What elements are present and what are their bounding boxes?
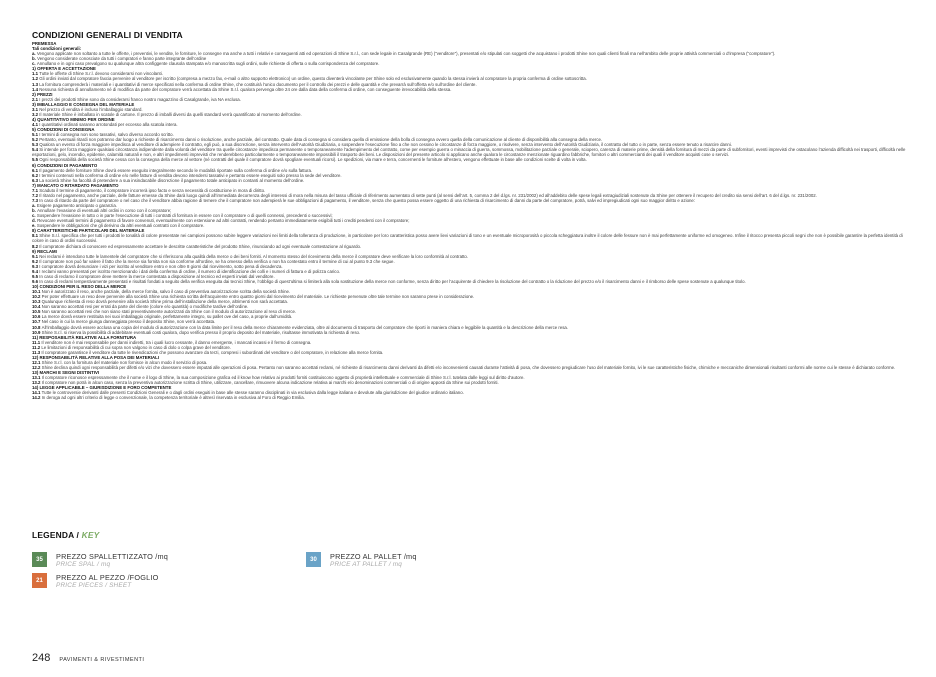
clause-text: Esigere pagamento anticipato o garanzia. xyxy=(36,203,118,208)
clause-text: Il compratore dichiara di conoscere ed espressamente accettare le descritte caratteristiche del prodotto Shine, rinunciando ad ogni eventuale contestazione al riguardo. xyxy=(39,243,362,249)
price-badge-green: 35 xyxy=(32,552,47,567)
clause-number: 9.2 xyxy=(32,258,40,264)
clause-text: Shine S.r.l. con la fornitura del materiale non fornisce in alcun modo il servizio di posa. xyxy=(41,359,208,365)
clause-number: 6.2 xyxy=(32,172,40,178)
clause-number: 8.2 xyxy=(32,243,40,249)
clause-number: 5.3 xyxy=(32,142,40,148)
clause-text: Ogni responsabilità della società Shine cessa con la consegna della merce al vettore (né contratti del quale il compratore dovrà spogliare eventuali ricorsi). Le spedizioni, via mare e terra, concernenti le forniture all’estero, vengono effettuate in base alle condizioni scelte di volta in volta. xyxy=(39,157,587,163)
legend-item-pezzo xyxy=(32,573,158,590)
clause-number: 3.1 xyxy=(32,106,40,112)
clause-number: 14.2 xyxy=(32,395,42,401)
clause-number: 12.2 xyxy=(32,365,42,370)
clause-text: Non è autorizzato il reso, anche parziale, della merce fornita, salvo il caso di preventiva autorizzazione scritta della società Shine. xyxy=(41,289,291,295)
clause-text: Non saranno accettati resi che non siano stati preventivamente autorizzati da Shine con il modulo di autorizzazione al reso di merce. xyxy=(41,309,297,315)
clause-text: Tutte le controversie derivanti dalle presenti Condizioni Generali e o dagli ordini eseguiti in base alle stesse saranno disciplinati in via esclusiva dalla legge italiana e devolute alla giurisdizione del giudice ordinario italiano. xyxy=(41,390,464,396)
clause-text: I compratore dovrà denunciare i vizi per iscritto al venditore entro e non oltre 8 giorni dal ricevimento, sotto pena di decadenza. xyxy=(39,263,283,269)
section-heading: 9) RECLAMI xyxy=(32,248,57,254)
section-heading: 10) CONDIZIONI PER IL RESO DELLA MERCE xyxy=(32,284,127,289)
clause-text: Il compratore riconosce espressamente che il nome e il logo di Shine, la sua composizione grafica ed il know how relativo ai prodotti forniti costituiscono oggetto di proprietà intellettuale e commerciale di Shine S.r.l. tutelata dalle leggi sul diritto d’autore. xyxy=(41,375,525,381)
clause-text: Il venditore non è mai responsabile per danni indiretti, tra i quali lucro cessante, il danno emergente, i mancati incassi e il fermo di consegna. xyxy=(41,339,312,345)
footer-section: PAVIMENTI & RIVESTIMENTI xyxy=(59,657,145,663)
clause-number: 10.4 xyxy=(32,304,42,310)
clause-number: 11.3 xyxy=(32,349,42,355)
section-heading: 8) CARATTERISTICHE PARTICOLARI DEL MATERIALE xyxy=(32,228,145,234)
clause-text: In caso di ritardo da parte del compratore o nel caso che il venditore abbia ragione di temere che il compratore non adempierà le sue obbligazioni di pagamento, il venditore, senza che questo possa essere oggetto di una richiesta di risarcimento di danni da parte del compratore, potrà, salvi ed impregiudicati ogni suo maggior diritto e azione: xyxy=(39,197,696,203)
clause-number: 10.3 xyxy=(32,299,42,305)
clause-number: 11.1 xyxy=(32,339,42,345)
clause-number: 9.1 xyxy=(32,253,40,259)
legend-label-en: PRICE PIECES / SHEET xyxy=(56,582,132,589)
clause-text: La fornitura comprenderà i materiali e i quantitativi di merce specificati nella conferma di ordine Shine, che costituirà l’unico documento per il controllo dei prezzi e delle quantità e che prevarrà sull’offerta e/o sull’ordine del cliente. xyxy=(39,81,477,87)
terms-body xyxy=(32,41,912,400)
clause-text: I termini di consegna non sono tassativi, salvo diverso accordo scritto. xyxy=(39,132,174,138)
clause-number: a. xyxy=(32,51,37,57)
clause-text: Vengono considerate conosciute da tutti i compratori e fanno parte integrante dell’ordine xyxy=(37,56,207,62)
clause-text: Qualunque richiesta di reso dovrà pervenire alla società Shine prima dell’installazione della merce, altrimenti non sarà accettata. xyxy=(41,299,288,305)
page-number: 248 xyxy=(32,652,51,664)
clause xyxy=(32,147,912,157)
clause-text: Il pagamento delle forniture Shine dovrà essere eseguito integralmente secondo le modalità riportate sulla conferma di ordine e/o sulla fattura. xyxy=(39,167,313,173)
clause-number: 10.7 xyxy=(32,319,42,325)
clause-text: Il compratore garantisce il venditore da tutte le rivendicazioni che possono avanzare da terzi, compresi i subordinati del venditore o del compratore, in relazione alla merce fornita. xyxy=(41,349,384,355)
clause-text: Le limitazioni di responsabilità di cui sopra non valgono in caso di dolo o colpa grave del venditore. xyxy=(41,344,231,350)
clause-text: Nel prezzo di vendita è incluso l’imballaggio standard. xyxy=(39,106,143,112)
clause-text: In deroga ad ogni altri criterio di legge o convenzionale, la competenza territoriale è altresì riservata in esclusiva al Foro di Reggio Emilia. xyxy=(41,395,305,401)
clause-number: 5.2 xyxy=(32,137,40,143)
clause-number: 13.1 xyxy=(32,375,42,381)
clause-number: a. xyxy=(32,203,37,208)
clause-number: 10.1 xyxy=(32,289,42,295)
clause-number: 1.3 xyxy=(32,81,40,87)
section-heading: 4) QUANTITATIVO MINIMO PER ORDINE xyxy=(32,116,115,122)
section-heading: 11) RESPOSABILITÀ RELATIVE ALLA FORNITURA xyxy=(32,334,137,340)
clause-text: Qualora un evento di forza maggiore impedisca al venditore di adempiere il contratto, egli può, a sua discrezione, senza intervento dell’Autorità Giudiziaria, o sospendere l’esecuzione fino a che non cessino le circostanze di forza maggiore, o risolvere, senza intervento dell’Autorità Giudiziaria, il contratto del tutto o in parte, senza essere tenuto a risarcire danni. xyxy=(39,142,732,148)
terms-document xyxy=(32,30,912,400)
clause-text: La merce dovrà essere restituita nei suoi imballaggio originale, perfettamente integro, su pallet ove del caso, a proprie dall’umidità. xyxy=(41,314,293,320)
clause xyxy=(32,233,912,243)
legend-label-it: PREZZO SPALLETTIZZATO /mq xyxy=(56,552,169,561)
price-badge-orange: 21 xyxy=(32,573,47,588)
clause-number: 1.2 xyxy=(32,76,40,82)
clause-number: 13.2 xyxy=(32,380,42,386)
section-heading: PREMESSA xyxy=(32,41,57,46)
price-badge-blue: 30 xyxy=(306,552,321,567)
clause-number: 7.3 xyxy=(32,197,40,203)
clause-number: 2.1 xyxy=(32,96,40,102)
clause-number: 14.1 xyxy=(32,390,42,396)
clause-number: 10.6 xyxy=(32,314,42,320)
clause-text: In caso di reclami tempestivamente presentati e risultati fondati a seguito della verifica eseguita dai tecnici Shine, l’obbligo di quest’ultima si limiterà alla sola sostituzione della merce non conforme, senza diritto per l’acquirente di chiedere la risoluzione del contratto o la riduzione del prezzo e/o il risarcimento danni e il rimborso delle spese sostenute a qualunque titolo. xyxy=(39,278,746,284)
clause-text: Il ritardo nel pagamento, anche parziale, delle fatture emesse da Shine darà luogo quindi all’immediata decorrenza degli interessi di mora nella misura del tasso ufficiale di riferimento aumentato di sette punti (al sensi dell’art. 5, comma 2 del d.lgs. nr. 231/2002) ed all’addebito delle spese legali extragiudiziali sostenute da Shine per ottenere il recupero del credito sia sensi dell’art. 6 del d.lgs. nr. 231/2002. xyxy=(39,192,817,198)
legend-label-it: PREZZO AL PEZZO /FOGLIO xyxy=(56,573,159,582)
clause xyxy=(32,395,912,400)
clause-number: b. xyxy=(32,56,38,62)
legend-title-en: KEY xyxy=(81,530,100,540)
clause-text: Sospendere le obbligazioni che gli derivino da altri eventuali contratti con il compratore. xyxy=(36,223,205,229)
legend-label-en: PRICE SPAL / mq xyxy=(56,561,111,568)
clause-number: 5.4 xyxy=(32,147,40,153)
clause-text: Scaduto il termine di pagamento, il compratore incorrerà ipso facto e senza necessità di costituzione in mora di diritto. xyxy=(39,187,266,193)
clause-text: Nessuna richiesta di annullamento né di modifica da parte del compratore verrà accettata da Shine S.r.l. qualora pervenga oltre 24 ore dalla data della conferma di ordine, con conseguente irrevocabilità della stessa. xyxy=(39,86,452,92)
clause-text: Si intende per forza maggiore qualsiasi circostanza indipendente dalla volontà del venditore tra quelle circostanze impedisca permanente o temporaneamente l’adempimento del contratto, come per esempio guerra o minaccia di guerra, sommossa, mobilitazione parziale o generale, sciopero, carenza di materie prime, densità della fornitura di mezzi da parte di subfornitori, eventi imprevisti che ostacolano l’azienda difficoltà nei trasporti, difficoltà nelle esportazioni, gelo, incendio, epidemie, calamità naturali e non, e altri impedimenti imprevisti che renderebbero particolarmente o temporaneamente impossibili il trasporto dei beni. Le disposizioni del presente articolo si applicano anche qualora le circostanze menzionate riguardino fabbriche, fornitori o altri commercianti dei quali il venditore acquisti cose o servizi. xyxy=(32,147,906,158)
clause-number: 8.1 xyxy=(32,233,40,239)
section-heading: 13) MARCHI E SEGNI DISTINTIVI xyxy=(32,370,100,376)
section-heading: 6) CONDIZIONI DI PAGAMENTO xyxy=(32,162,98,168)
clause-text: Shine S.r.l. specifica che per tutti i prodotti le tonalità di colore presentate nei campioni possono subire leggere variazioni nei limiti della tolleranza di produzione, in particolare per loro caratteristica posso avere lievi variazioni di tono e un eventuale microporosità o piccola scheggiatura inoltre il colore delle fessure non è mai perfettamente uniforme ed omogeneo. Infine il ritocco presenta piccoli segni che non è possibile garantire la perfetta identità di colore in caso di ordini successivi. xyxy=(32,233,903,244)
legend-title-it: LEGENDA / xyxy=(32,530,80,540)
clause-text: Nei reclami è intendono tutte le lamentele del compratore che si riferiscono alla qualità della merce o dei beni forniti. Al momento stesso del ricevimento della merce il compratore deve verificare la loro conformità al contratto. xyxy=(39,253,469,259)
clause-text: Sospendere l’evasione in tutto o in parte l’esecuzione di tutti i contratti di fornitura in essere con il compratore o di quelli connessi, precedenti o successivi; xyxy=(36,213,333,219)
clause-text: Gli ordini inviati dal compratore faxcia pervenire al venditore per iscritto (compresa a mezzo fax, e-mail o altro supporto elettronico) un ordine, questo diventerà vincolante per Shine solo ed esclusivamente quando la stessa invierà al compratore la propria conferma di ordine sottoscritta. xyxy=(39,76,587,82)
clause-text: Per poter effettuare un reso deve pervenire alla società Shine una richiesta scritta dell’acquirente entro quattro giorni dal ricevimento del materiale. Le richieste pervenute oltre tale termine non saranno prese in considerazione. xyxy=(41,294,475,300)
clause-number: 4.1 xyxy=(32,122,40,127)
legend xyxy=(32,530,912,589)
clause-text: I termini contenuti nella conferma di ordine e/o nelle fatture di vendita devono intendersi tassativi e pertanto essere eseguiti solo presso la sede del venditore. xyxy=(39,172,342,178)
clause-number: 12.1 xyxy=(32,359,42,365)
clause-text: Il materiale Shine è imballato in scatole di cartone. Il prezzo di imballi diversi da quelli standard verrà quantificato al momento dell’ordine. xyxy=(39,111,302,117)
clause-text: Vengono applicate non soltanto a tutte le offerte, i preventivi, le vendite, le forniture, le consegne ma anche a tutti i relativi e conseguenti atti ed operazioni di Shine S.r.l., con sede legale in Casalgrande (RE) ("venditore"), presentati e/o stipulati con soggetti che acquistano i prodotti Shine non quali clienti finali ma nell’ambito delle proprie attività commerciali o d’impresa ("compratore"). xyxy=(36,51,776,57)
clause-text: All’imballaggio dovrà essere acclusa una copia del modulo di autorizzazione con la data limite per il reso della merce chiaramente evidenziata, oltre al documento di trasporto del compratore che riporti in maniera chiara e leggibile la quantità e la descrizione della merce resa. xyxy=(41,324,569,330)
clause-number: c. xyxy=(32,213,37,219)
legend-label-en: PRICE AT PALLET / mq xyxy=(330,561,403,568)
clause-text: I prezzi dei prodotti Shine sono da considerarsi franco nostro magazzino di Casalgrande, iva NA esclusa. xyxy=(39,96,241,102)
clause-text: Shine declina quindi ogni responsabilità per difetti e/o vizi che dovessero essere imputati alle operazioni di posa. Pertanto non saranno accettati reclami, né richieste di risarcimento danni derivanti da difetti e/o inconvenienti causati durante l’attività di posa, che dovessero pregiudicare l’uso del materiale fornito, ivi le sue caratteristiche fisiche, chimiche e meccaniche dimensionali risultanti conformi alle norme cui le stesse è dichiarato conforme. xyxy=(41,365,896,370)
clause-text: Non saranno accettati resi per errati da parte del cliente (colore e/o quantità) o modifiche tardive dell’ordine. xyxy=(41,304,249,310)
clause-number: 6.3 xyxy=(32,177,40,183)
page-footer xyxy=(32,652,144,664)
clause-text: Tutte le offerte di Shine S.r.l. devono considerarsi non vincolanti. xyxy=(39,71,163,77)
legend-title xyxy=(32,530,912,540)
clause-number: 10.8 xyxy=(32,324,42,330)
section-heading: 5) CONDIZIONI DI CONSEGNA xyxy=(32,127,95,133)
clause-number: 11.2 xyxy=(32,344,42,350)
intro-line: Tali condizioni generali: xyxy=(32,46,82,52)
legend-label-it: PREZZO AL PALLET /mq xyxy=(330,552,417,561)
clause-text: I quantitativi ordinati saranno arrotondati per eccesso alla scatola intera. xyxy=(39,122,178,127)
clause-number: 9.5 xyxy=(32,273,40,279)
clause-number: 9.3 xyxy=(32,263,40,269)
clause-text: Revocare eventuali termini di pagamento di favore convenuti, eventualmente con estensione ad altri contratti, rendendo pertanto immediatamente esigibili tutti i crediti pendenti con il compratore; xyxy=(37,218,410,224)
clause-number: 9.6 xyxy=(32,278,40,284)
clause xyxy=(32,365,912,370)
clause-text: La società Shine ha facoltà di pretendere a sua insindacabile discrezione il pagamento totale anticipato in contanti al momento dell’ordine. xyxy=(39,177,305,183)
clause-number: 7.2 xyxy=(32,192,40,198)
clause-text: Annullano e in ogni caso prevalgono su qualunque altra configgente clausola stampata e/o manoscritta sugli ordini, sulle richieste di offerta o sulla corrispondenza del compratore. xyxy=(36,61,380,67)
clause-text: Il compratore non può far valere il fatto che la merce sia fornita non sia conforme all’ordine, se ha omesso della verifica o non ha contestato entro il termine di cui al punto 9.3 che segue. xyxy=(39,258,395,264)
legend-item-pallet xyxy=(306,552,417,569)
clause-number: 9.4 xyxy=(32,268,40,274)
clause-number: 1.1 xyxy=(32,71,40,77)
clause-number: 10.2 xyxy=(32,294,42,300)
clause-number: 5.5 xyxy=(32,157,40,163)
clause-number: 5.1 xyxy=(32,132,40,138)
clause-number: 1.4 xyxy=(32,86,40,92)
section-heading: 2) PREZZI xyxy=(32,91,53,97)
clause-number: 3.2 xyxy=(32,111,40,117)
section-heading: 12) RESPONSABILITÀ RELATIVE ALLA POSA DEI MATERIALI xyxy=(32,354,160,360)
clause-text: I reclami vanno presentati per iscritto menzionando i dati della conferma di ordine, il numero di identificazione dei colli e i numeri di fattura e di polizza carico. xyxy=(39,268,341,274)
clause-number: d. xyxy=(32,218,38,224)
section-heading: 1) OFFERTA E ACCETTAZIONE xyxy=(32,66,96,72)
clause-number: c. xyxy=(32,61,37,67)
clause-text: In caso di reclamo il compratore deve mettere la merce contestata a disposizione al tecnico ed esperti inviati dal venditore. xyxy=(39,273,275,279)
clause-text: Il compratore non potrà in alcun caso, senza la preventiva autorizzazione scritta di Shine, utilizzare, cancellare, rimuovere alcuna indicazione relativa ai marchi e/o denominazioni commerciali o di origine apposti da Shine sui prodotti forniti. xyxy=(41,380,499,386)
clause-number: e. xyxy=(32,223,37,229)
section-heading: 14) LEGGE APPLICABILE – GIURISDIZIONE E FORO COMPETENTE xyxy=(32,385,172,391)
document-title: CONDIZIONI GENERALI DI VENDITA xyxy=(32,30,183,40)
section-heading: 3) IMBALLAGGIO E CONSEGNA DEL MATERIALE xyxy=(32,101,135,107)
clause-text: Shine S.r.l. si riserva la possibilità di addebitare eventuali costi qualora, dopo verifica presso il proprio deposito del materiale, risultasse immotivata la richiesta di reso. xyxy=(41,329,361,335)
clause-number: 6.1 xyxy=(32,167,40,173)
legend-item-spallettizzato xyxy=(32,552,168,569)
clause-text: Annullare l’evasione di eventuali altri ordini in corso con il compratore; xyxy=(37,208,172,214)
clause-number: 7.1 xyxy=(32,187,40,193)
clause-text: Pertanto, eventuali ritardi non potranno dar luogo a richieste di risarcimento danni o risoluzione, anche parziale, del contratto. Quale data di consegna si considera quella di emissione della bolla di consegna ovvero quella della comunicazione al cliente di disponibilità alla consegna della merce. xyxy=(39,137,603,143)
clause-number: b. xyxy=(32,208,38,214)
section-heading: 7) MANCATO O RITARDATO PAGAMENTO xyxy=(32,182,119,188)
clause-number: 10.9 xyxy=(32,329,42,335)
clause-number: 10.5 xyxy=(32,309,42,315)
clause-text: Nel caso in cui la merce giunga danneggiata presso il deposito Shine, non verrà accettata. xyxy=(41,319,216,325)
